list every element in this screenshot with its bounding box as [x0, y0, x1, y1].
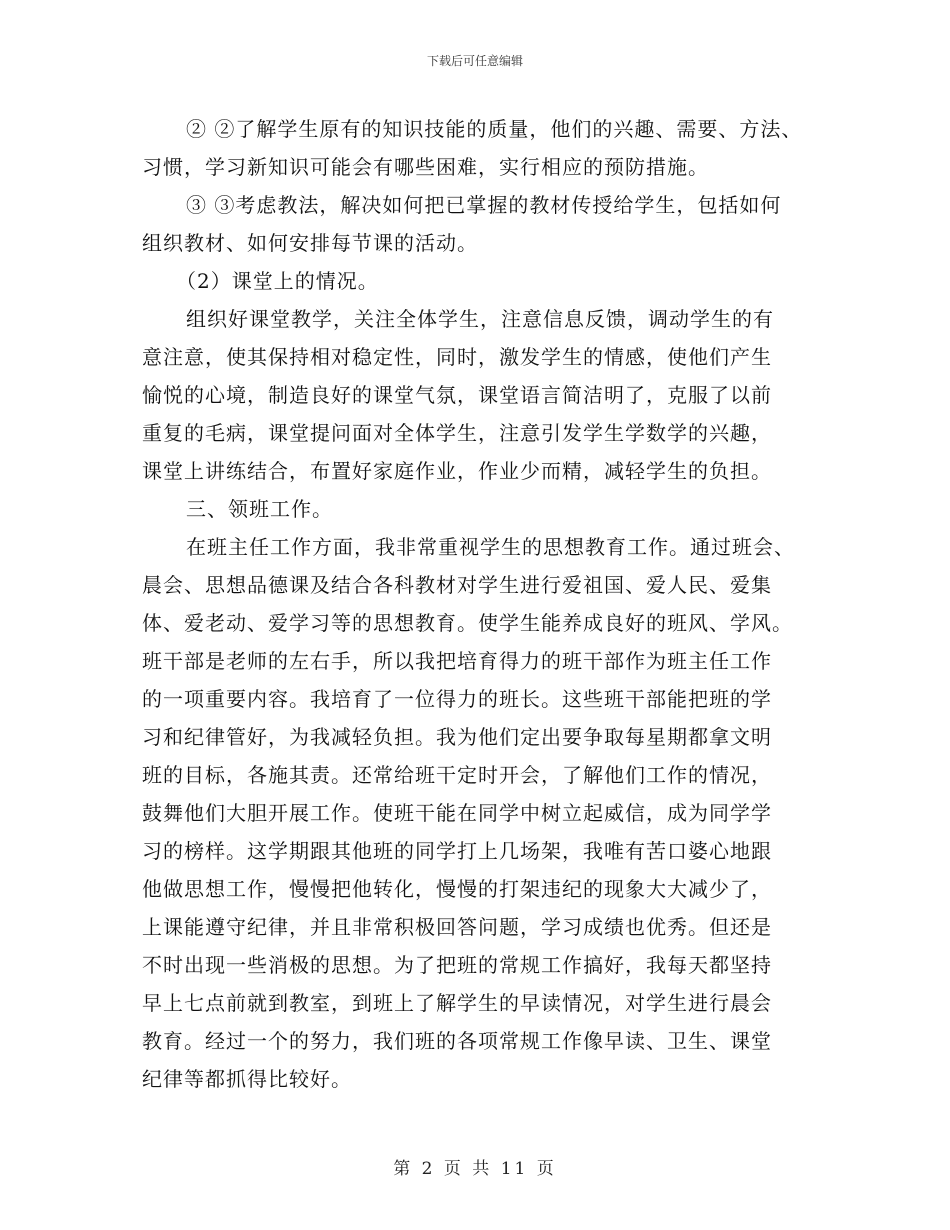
- text-line: 不时出现一些消极的思想。为了把班的常规工作搞好，我每天都坚持: [142, 953, 772, 977]
- text-line: 习的榜样。这学期跟其他班的同学打上几场架，我唯有苦口婆心地跟: [142, 839, 772, 863]
- text-line: 意注意，使其保持相对稳定性，同时，激发学生的情感，使他们产生: [142, 345, 772, 369]
- text-line: 教育。经过一个的努力，我们班的各项常规工作像早读、卫生、课堂: [142, 1029, 772, 1053]
- text-line: ③ ③考虑教法，解决如何把已掌握的教材传授给学生，包括如何: [186, 193, 782, 217]
- text-line: 上课能遵守纪律，并且非常积极回答问题，学习成绩也优秀。但还是: [142, 915, 772, 939]
- text-line: 重复的毛病，课堂提问面对全体学生，注意引发学生学数学的兴趣，: [142, 421, 772, 445]
- text-line: （2）课堂上的情况。: [176, 269, 379, 293]
- text-line: ② ②了解学生原有的知识技能的质量，他们的兴趣、需要、方法、: [186, 117, 803, 141]
- text-line: 在班主任工作方面，我非常重视学生的思想教育工作。通过班会、: [186, 535, 795, 559]
- text-line: 晨会、思想品德课及结合各科教材对学生进行爱祖国、爱人民、爱集: [142, 573, 772, 597]
- text-line: 班的目标，各施其责。还常给班干定时开会，了解他们工作的情况，: [142, 763, 772, 787]
- text-line: 纪律等都抓得比较好。: [142, 1067, 352, 1091]
- page-footer: 第 2 页 共 11 页: [393, 1159, 557, 1179]
- text-line: 班干部是老师的左右手，所以我把培育得力的班干部作为班主任工作: [142, 649, 772, 673]
- text-line: 他做思想工作，慢慢把他转化，慢慢的打架违纪的现象大大减少了，: [142, 877, 772, 901]
- document-body: [142, 110, 832, 1098]
- text-line: 的一项重要内容。我培育了一位得力的班长。这些班干部能把班的学: [142, 687, 772, 711]
- text-line: 鼓舞他们大胆开展工作。使班干能在同学中树立起威信，成为同学学: [142, 801, 772, 825]
- page-header: 下载后可任意编辑: [426, 54, 523, 68]
- text-line: 组织教材、如何安排每节课的活动。: [142, 231, 478, 255]
- text-line: 体、爱老动、爱学习等的思想教育。使学生能养成良好的班风、学风。: [142, 611, 793, 635]
- text-line: 愉悦的心境，制造良好的课堂气氛，课堂语言简洁明了，克服了以前: [142, 383, 772, 407]
- text-line: 早上七点前就到教室，到班上了解学生的早读情况，对学生进行晨会: [142, 991, 772, 1015]
- text-line: 课堂上讲练结合，布置好家庭作业，作业少而精，减轻学生的负担。: [142, 459, 772, 483]
- text-line: 三、领班工作。: [186, 497, 333, 521]
- text-line: 习和纪律管好，为我减轻负担。我为他们定出要争取每星期都拿文明: [142, 725, 772, 749]
- text-line: 习惯，学习新知识可能会有哪些困难，实行相应的预防措施。: [142, 155, 709, 179]
- text-line: 组织好课堂教学，关注全体学生，注意信息反馈，调动学生的有: [186, 307, 774, 331]
